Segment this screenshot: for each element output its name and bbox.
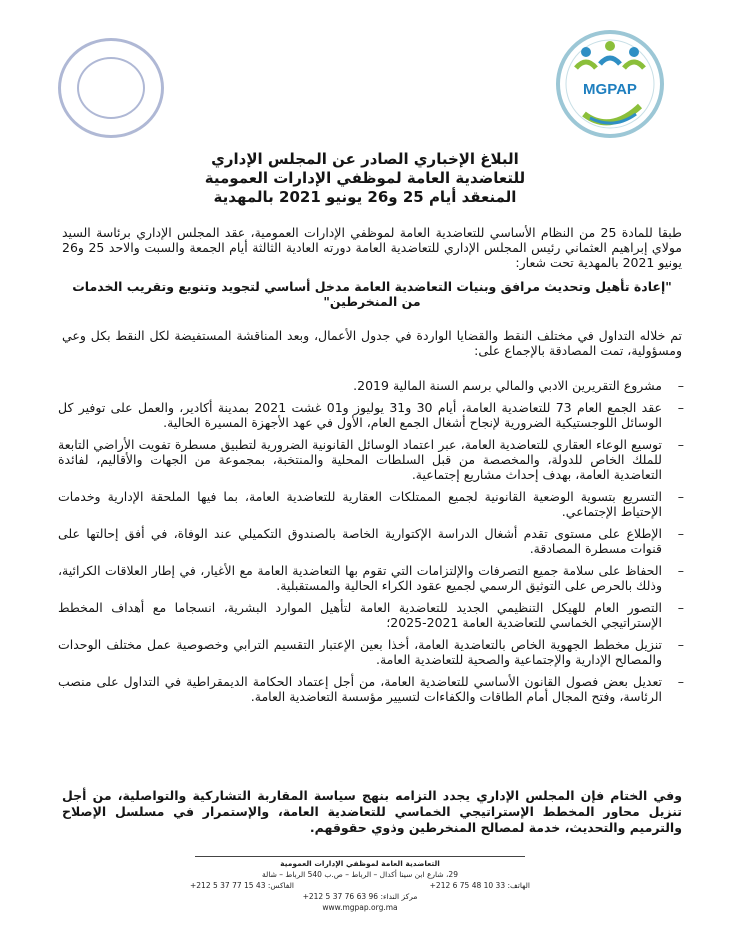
- list-item: – توسيع الوعاء العقاري للتعاضدية العامة، عبر اعتماد الوسائل القانونية الضرورية لتطبيق مسطرة تفويت الأراضي التابعة للملك الخاص للدولة، والمخصصة من قبل السلطات المحلية والمنتخبة، بمجموعة من الجهات والأقاليم، لفائدة التعاضدية العامة، بهدف إحداث مشاريع إجتماعية.: [58, 437, 688, 482]
- list-item: – مشروع التقريرين الادبي والمالي برسم السنة المالية 2019.: [58, 378, 688, 393]
- footer-divider: [195, 856, 525, 857]
- list-item: – الحفاظ على سلامة جميع التصرفات والإلتزامات التي تقوم بها التعاضدية العامة مع الأغيار، في إطار العلاقات الكرائية، وذلك بالحرص على التوثيق الرسمي لجميع عقود الكراء الحالية والمستقبلية.: [58, 563, 688, 593]
- logo-graphic: [550, 26, 670, 144]
- deliberation-paragraph: تم خلاله التداول في مختلف النقط والقضايا الواردة في جدول الأعمال، وبعد المناقشة المستفيضة لكل النقط بكل وعي ومسؤولية، تمت المصادقة بالإجماع على:: [62, 328, 682, 358]
- footer-call-center-group: [190, 891, 530, 902]
- approved-items-list: [58, 378, 688, 711]
- footer-call-center-label: مركز النداء:: [380, 892, 418, 901]
- list-item: – التصور العام للهيكل التنظيمي الجديد للتعاضدية العامة لتأهيل الموارد البشرية، انسجاما مع أهداف المخطط الإستراتيجي الخماسي للتعاضدية العامة 2021-2025؛: [58, 600, 688, 630]
- list-item: – عقد الجمع العام 73 للتعاضدية العامة، أيام 30 و31 يوليوز و01 غشت 2021 بمدينة أكادير، والعمل على توفير كل الوسائل اللوجستيكية الضرورية لإنجاح أشغال الجمع العام، الأول في عهد الأجهزة المسيرة الحالية.: [58, 400, 688, 430]
- intro-paragraph: طبقا للمادة 25 من النظام الأساسي للتعاضدية العامة لموظفي الإدارات العمومية، عقد المجلس الإداري برئاسة السيد مولاي إبراهيم العثماني رئيس المجلس الإداري للتعاضدية العامة دورته العادية الثالثة أيام الجمعة والسبت والاحد 25 و26 يونيو 2021 بالمهدية تحت شعار:: [62, 225, 682, 270]
- document-title: [150, 150, 580, 207]
- slogan: "إعادة تأهيل وتحديث مرافق وبنيات التعاضدية العامة مدخل أساسي لتجويد وتنويع وتقريب الخدمات من المنخرطين": [72, 279, 672, 309]
- list-item: – تعديل بعض فصول القانون الأساسي للتعاضدية العامة، من أجل إعتماد الحكامة الديمقراطية في التداول على منصب الرئاسة، وفتح المجال أمام الطاقات والكفاءات لتسيير مؤسسة التعاضدية العامة.: [58, 674, 688, 704]
- footer-fax-group: [190, 880, 294, 891]
- footer-phone-label: الهاتف:: [507, 881, 530, 890]
- footer-fax-label: الفاكس:: [267, 881, 294, 890]
- mgpap-logo: [550, 26, 670, 144]
- footer-fax: +212 5 37 77 15 43: [190, 881, 266, 890]
- list-item: – تنزيل مخطط الجهوية الخاص بالتعاضدية العامة، أخذا بعين الإعتبار التقسيم الترابي وخصوصية عمل مختلف الوحدات والمصالح الإدارية والإجتماعية والصحية للتعاضدية العامة.: [58, 637, 688, 667]
- footer-org-name: التعاضدية العامة لموظفي الإدارات العمومية: [280, 859, 440, 868]
- footer-call-center: +212 5 37 76 63 96: [302, 892, 379, 901]
- title-line-1: البلاغ الإخباري الصادر عن المجلس الإداري: [211, 150, 519, 168]
- footer-phone-group: [430, 880, 530, 891]
- list-item: – التسريع بتسوية الوضعية القانونية لجميع الممتلكات العقارية للتعاضدية العامة، بما فيها الملحقة الإدارية وخدمات الإحتياط الإجتماعي.: [58, 489, 688, 519]
- closing-paragraph: وفي الختام فإن المجلس الإداري يجدد التزامه بنهج سياسة المقاربة التشاركية والتواصلية، من أجل تنزيل محاور المخطط الإستراتيجي الخماسي للتعاضدية العامة، والإستمرار في مسلسل الإصلاح والترميم والتحديث، خدمة لمصالح المنخرطين وذوي حقوقهم.: [62, 788, 682, 835]
- stamp-inner-ring: [77, 57, 145, 119]
- logo-text: MGPAP: [583, 81, 637, 98]
- title-line-3: المنعقد أيام 25 و26 يونيو 2021 بالمهدية: [213, 188, 517, 206]
- footer: [190, 858, 530, 913]
- footer-address: 29، شارع ابن سينا أكدال – الرباط – ص.ب 540 الرباط – شالة: [262, 870, 458, 879]
- title-line-2: للتعاضدية العامة لموظفي الإدارات العمومية: [204, 169, 526, 187]
- footer-website-link[interactable]: www.mgpap.org.ma: [322, 903, 398, 912]
- official-stamp: [58, 38, 164, 138]
- list-item: – الإطلاع على مستوى تقدم أشغال الدراسة الإكتوارية الخاصة بالصندوق التكميلي عند الوفاة، في أفق إحالتها على قنوات مسطرة المصادقة.: [58, 526, 688, 556]
- footer-contact-row: [190, 880, 530, 891]
- footer-phone: +212 6 75 48 10 33: [429, 881, 506, 890]
